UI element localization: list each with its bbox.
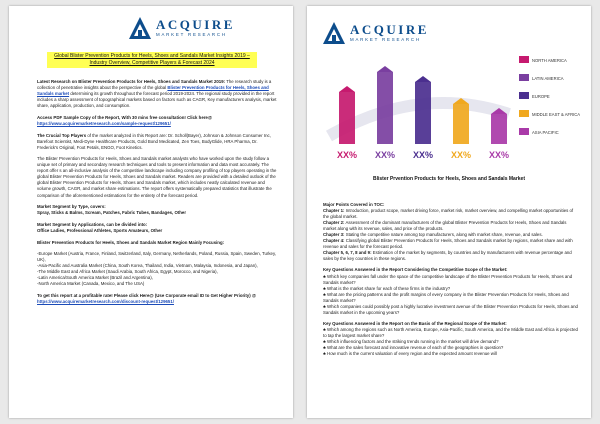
chart-caption: Blister Prvention Products for Heels, Shoes and Sandals Market xyxy=(373,176,525,182)
legend-label: ASIA PACIFIC xyxy=(532,130,559,135)
region-list xyxy=(37,251,277,287)
chart-bar xyxy=(413,76,433,160)
bar-south-america xyxy=(491,114,507,144)
company-logo xyxy=(127,15,235,41)
legend-swatch xyxy=(519,92,529,99)
legend-label: MIDDLE EAST & AFRICA xyxy=(532,112,581,117)
regional-heading: Key Questions Answered in the Report on the Basis of the Regional Scope of the Market: xyxy=(323,320,507,326)
question-item: ♣ Which among the regions such as North America, Europe, Asia-Pacific, South America, and the Middle East and Africa is projected to tap the largest market share? xyxy=(323,326,578,338)
bar-value-label: XX% xyxy=(450,150,472,160)
question-item: ♣ Which influencing factors and the striking trends running in the market will drive demand? xyxy=(323,338,499,344)
type-label: Market Segment by Type, covers: xyxy=(37,204,106,210)
players-paragraph xyxy=(37,133,277,151)
bar-value-label: XX% xyxy=(374,150,396,160)
intro-paragraph xyxy=(37,79,277,109)
chapter-item: Chapter 4: Classifying global Blister Prevention Products for Heels, Shoes and Sandals market by regions, market share and with revenue and sales for the forecast period. xyxy=(323,238,573,250)
question-item: ♣ What is the market share for each of these firms in the industry? xyxy=(323,285,451,291)
bar-tip xyxy=(415,76,431,82)
intro-text-a: The research study is a collection of penetrative insights about the perspective of the global xyxy=(37,79,272,91)
logo-mark-icon xyxy=(321,20,347,46)
legend-label: NORTH AMERICA xyxy=(532,58,567,63)
right-body xyxy=(323,202,579,362)
toc-section xyxy=(323,202,579,262)
legend-swatch xyxy=(519,128,529,135)
legend-swatch xyxy=(519,110,529,117)
logo-name: ACQUIRE xyxy=(156,17,235,33)
region-heading: Blister Prevention Products for Heels, Shoes and Sandals Market Region Mainly Focusing: xyxy=(37,239,225,245)
page-2 xyxy=(307,6,591,418)
regional-chart xyxy=(319,44,581,174)
pdf-sample-paragraph xyxy=(37,115,277,127)
legend-label: EUROPE xyxy=(532,94,550,99)
toc-heading: Major Points Covered in TOC: xyxy=(323,202,385,207)
type-segment xyxy=(37,204,277,216)
company-logo xyxy=(321,20,429,46)
competitive-heading: Key Questions Answered in the Report Considering the Competitive Scope of the Market: xyxy=(323,267,508,273)
bar-tip xyxy=(377,66,393,72)
logo-mark-icon xyxy=(127,15,153,41)
chart-bar xyxy=(375,66,395,160)
bar-europe xyxy=(377,72,393,144)
bar-value-label: XX% xyxy=(488,150,510,160)
region-item: -The Middle East and Africa Market (Saudi Arabia, South Africa, Egypt, Morocco, and Nigeria), xyxy=(37,269,218,275)
region-item: -Europe Market (Austria, France, Finland, Switzerland, Italy, Germany, Netherlands, Poland, Russia, Spain, Sweden, Turkey, UK), xyxy=(37,251,277,263)
question-item: ♣ Which companies could possibly post a highly lucrative investment avenue of the Blister Prevention Products for Heels, Shoes and Sandals market in the upcoming years? xyxy=(323,303,578,315)
bar-middle-east-africa xyxy=(453,104,469,144)
chapter-item: Chapter 5, 6, 7, 8 and 9: Estimation of the market by segments, by countries and by manufacturers with revenue percentage and sales by the key countries in these regions. xyxy=(323,250,572,262)
intro-lead: Latest Research on Blister Prevention Products for Heels, Shoes and Sandals Market 2019: xyxy=(37,79,226,84)
pdf-sample-label: Access PDF Sample Copy of the Report, With 30 mins free consultation! Click here@ xyxy=(37,114,213,120)
competitive-questions xyxy=(323,267,579,315)
bar-north-america xyxy=(339,92,355,144)
chart-bar xyxy=(337,86,357,160)
application-values: Office Ladies, Professional Athletes, Sports Amateurs, Other xyxy=(37,227,163,233)
players-text: of the market analyzed in this Report are: Dr. Scholl(Bayer), Johnson & Johnson Consumer Inc, Barefoot Scientist, Medi-Dyne Healthcare Products, Gold Bond Medicated, Zen Toes, BodyGlide, HRA Pharma, Dr. Frederick's Original, Foot Petals, ENGO, Foot Kinetics. xyxy=(37,132,271,150)
discount-paragraph xyxy=(37,293,277,305)
legend-swatch xyxy=(519,56,529,63)
players-lead: The Crucial Top Players xyxy=(37,132,87,138)
chart-bar xyxy=(451,98,471,160)
region-item: -North America Market (Canada, Mexico, and The USA) xyxy=(37,281,145,287)
legend-swatch xyxy=(519,74,529,81)
question-item: ♣ What are the pricing patterns and the profit margins of every company in the Blister Prevention Products for Heels, Shoes and Sandals market? xyxy=(323,291,569,303)
analysis-paragraph: The Blister Prevention Products for Heels, Shoes and Sandals market analysts who have worked upon the study follow a unique set of primary and secondary research techniques and tools to present information and data most accurately. The report offer s an all-inclusive analysis of the competitive landscape including company profiling of top players operating in the global Blister Prevention Products for Heels, Shoes and Sandals market. Readers are provided with a detailed outlook of the global Blister Prevention Products for Heels, Shoes and Sandals market, which includes neatly calculated revenue and volume growth, CAGR, and market share estimations. The report offers systematically prepared statistics that illustrate the comparison of the aforementioned estimations for the entirety of the forecast period. xyxy=(37,156,277,198)
bar-tip xyxy=(339,86,355,92)
bar-value-label: XX% xyxy=(412,150,434,160)
question-item: ♣ What are the sales forecast and innovative revenue of each of the geographies in question? xyxy=(323,345,504,351)
bar-asia-pacific xyxy=(415,82,431,144)
logo-tagline: MARKET RESEARCH xyxy=(156,32,227,38)
question-item: ♣ Which key companies fall under the space of the competitive landscape of the Blister Prevention Products for Heels, Shoes and Sandals market? xyxy=(323,273,573,285)
question-item: ♣ How much is the current valuation of every region and the expected amount revenue will xyxy=(323,351,497,357)
legend-label: LATIN AMERICA xyxy=(532,76,564,81)
chapter-item: Chapter 3: Stating the competitive nature among top manufacturers, along with market share, revenue, and sales. xyxy=(323,232,543,238)
regional-questions xyxy=(323,321,579,357)
region-item: -Latin America/South America Market (Brazil and Argentina), xyxy=(37,275,153,281)
market-link[interactable]: Blister Prevention Products for Heels, Shoes and Sandals market xyxy=(37,85,269,97)
page-1 xyxy=(9,6,293,418)
logo-tagline: MARKET RESEARCH xyxy=(350,37,421,43)
application-label: Market Segment by Applications, can be divided into: xyxy=(37,221,148,227)
chapter-item: Chapter 1: Introduction, product scope, market driving force, market risk, market overview, and compelling market opportunities of the global market. xyxy=(323,208,574,220)
chart-bar xyxy=(489,108,509,160)
chapter-item: Chapter 2: Assessment of the dominant manufacturers of the global Blister Prevention Products for Heels, Shoes and Sandals market along with its revenue, sales, and price of the products. xyxy=(323,220,567,232)
region-item: -Asia-Pacific and Australia Market (China, South Korea, Thailand, India, Vietnam, Malaysia, Indonesia, and Japan), xyxy=(37,263,258,269)
application-segment xyxy=(37,222,277,234)
discount-link[interactable]: https://www.acquiremarketresearch.com/discount-request/129651/ xyxy=(37,299,174,305)
bar-value-label: XX% xyxy=(336,150,358,160)
logo-name: ACQUIRE xyxy=(350,22,429,38)
left-body xyxy=(37,79,277,311)
type-values: Spray, Sticks & Balms, Scream, Patches, Fabric Tubes, Bandages, Other xyxy=(37,210,187,216)
pdf-sample-link[interactable]: https://www.acquiremarketresearch.com/sample-request/129651/ xyxy=(37,120,171,126)
intro-text-b: determining its growth throughout the forecast period 2019-2024. The regional study provided in the report includes a sharp assessment of topographical markets based on factors such as CAGR, Key manufacturers analysis, market share, application, production, and consumption. xyxy=(37,91,277,109)
report-title: Global Blister Prevention Products for Heels, Shoes and Sandals Market Insights 2019 – Industry Overview, Competitive Players & Forecast 2024 xyxy=(47,52,257,68)
discount-label: To get this report at a profitable rate! Please click Here@ (Use Corporate email ID to Get Higher Priority) @ xyxy=(37,293,257,299)
